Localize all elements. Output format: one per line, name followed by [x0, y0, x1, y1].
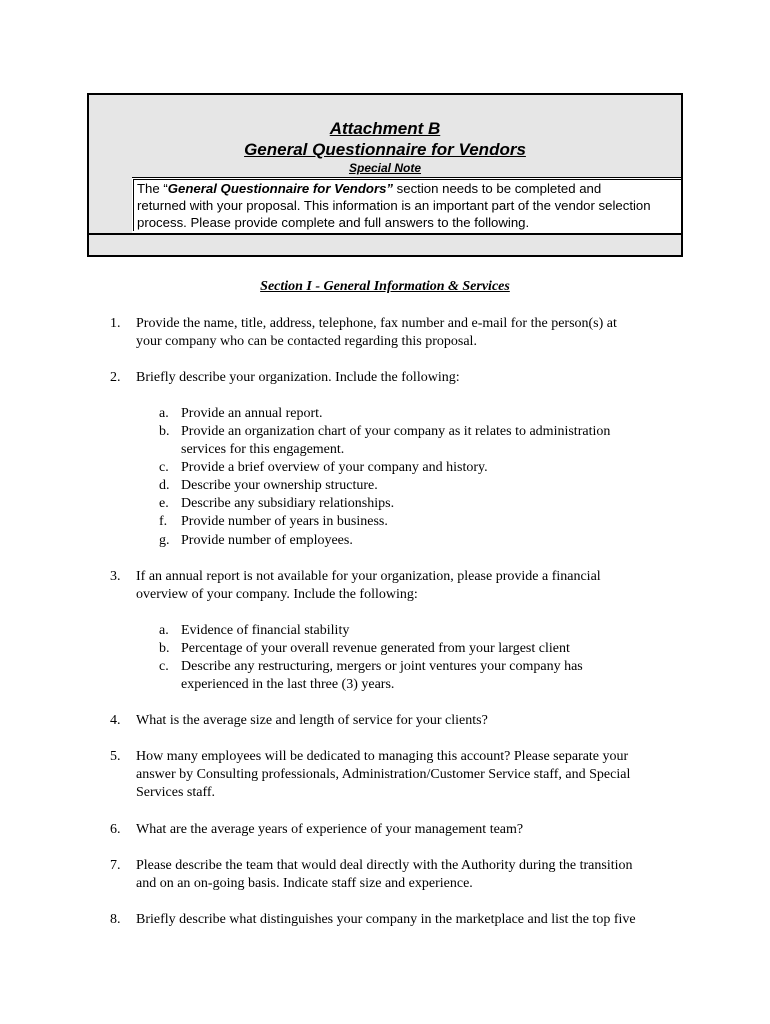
left-shaded-strip: [89, 177, 132, 233]
sub-item-3a: [159, 622, 719, 640]
question-number: 8.: [110, 912, 121, 927]
sub-item-3c: [159, 658, 719, 694]
sub-item-2c: [159, 459, 719, 477]
sub-item-2f: [159, 513, 719, 531]
sub-item-letter: a.: [159, 623, 169, 638]
sub-item-letter: d.: [159, 478, 170, 493]
question-text-line: Please describe the team that would deal directly with the Authority during the transition: [136, 858, 633, 873]
question-number: 2.: [110, 370, 121, 385]
question-1: [110, 315, 710, 351]
header-box: [87, 93, 683, 257]
question-text-line: overview of your company. Include the following:: [136, 587, 418, 602]
question-text-line: answer by Consulting professionals, Administration/Customer Service staff, and Special: [136, 767, 631, 782]
note-line-3: process. Please provide complete and full answers to the following.: [137, 215, 530, 230]
question-number: 3.: [110, 569, 121, 584]
sub-item-text: Percentage of your overall revenue generated from your largest client: [181, 641, 570, 656]
question-number: 4.: [110, 713, 121, 728]
note-line-1: [137, 180, 681, 197]
question-8: [110, 911, 710, 929]
sub-item-2e: [159, 495, 719, 513]
question-7: [110, 857, 710, 893]
sub-item-2b: [159, 423, 719, 459]
questionnaire-title: General Questionnaire for Vendors: [244, 140, 526, 159]
sub-item-2d: [159, 477, 719, 495]
question-6: [110, 821, 710, 839]
sub-item-letter: a.: [159, 406, 169, 421]
sub-item-letter: g.: [159, 533, 170, 548]
sub-item-letter: b.: [159, 641, 170, 656]
note-line-2: returned with your proposal. This information is an important part of the vendor selection: [137, 198, 651, 213]
sub-item-2g: [159, 532, 719, 550]
sub-item-text: Describe any subsidiary relationships.: [181, 496, 395, 511]
sub-item-letter: f.: [159, 514, 168, 529]
question-text-line: and on an on-going basis. Indicate staff size and experience.: [136, 876, 473, 891]
special-note-text: [133, 179, 681, 231]
question-text-line: What are the average years of experience of your management team?: [136, 822, 524, 837]
sub-item-text: experienced in the last three (3) years.: [181, 677, 395, 692]
sub-item-text: services for this engagement.: [181, 442, 345, 457]
sub-item-letter: e.: [159, 496, 169, 511]
note-prefix: The “: [137, 181, 168, 196]
question-5: [110, 748, 710, 802]
question-number: 6.: [110, 822, 121, 837]
question-text-line: Briefly describe what distinguishes your company in the marketplace and list the top five: [136, 912, 636, 927]
question-text-line: Services staff.: [136, 785, 216, 800]
title-area: [89, 95, 681, 178]
sub-item-text: Provide number of employees.: [181, 533, 353, 548]
sub-item-text: Provide an annual report.: [181, 406, 323, 421]
sub-item-text: Provide an organization chart of your company as it relates to administration: [181, 424, 611, 439]
sub-item-2a: [159, 405, 719, 423]
question-number: 5.: [110, 749, 121, 764]
note-emphasis: General Questionnaire for Vendors”: [167, 181, 393, 196]
question-4: [110, 712, 710, 730]
sub-item-3b: [159, 640, 719, 658]
question-2: [110, 369, 710, 387]
question-3: [110, 568, 710, 604]
question-text-line: Briefly describe your organization. Include the following:: [136, 370, 460, 385]
sub-item-text: Describe your ownership structure.: [181, 478, 378, 493]
question-text-line: If an annual report is not available for your organization, please provide a financial: [136, 569, 601, 584]
sub-item-text: Describe any restructuring, mergers or joint ventures your company has: [181, 659, 583, 674]
question-number: 1.: [110, 316, 121, 331]
question-text-line: your company who can be contacted regarding this proposal.: [136, 334, 477, 349]
header-bottom-bar: [89, 233, 681, 255]
question-text-line: How many employees will be dedicated to managing this account? Please separate your: [136, 749, 629, 764]
question-number: 7.: [110, 858, 121, 873]
sub-item-letter: b.: [159, 424, 170, 439]
section-title: Section I - General Information & Services: [260, 279, 510, 294]
special-note-label: Special Note: [348, 161, 422, 175]
attachment-title: Attachment B: [329, 119, 441, 138]
sub-item-text: Provide number of years in business.: [181, 514, 388, 529]
sub-item-letter: c.: [159, 659, 169, 674]
sub-item-text: Evidence of financial stability: [181, 623, 350, 638]
note-line-1-rest: section needs to be completed and: [393, 181, 602, 196]
sub-item-text: Provide a brief overview of your company and history.: [181, 460, 488, 475]
question-text-line: Provide the name, title, address, telephone, fax number and e-mail for the person(s) at: [136, 316, 617, 331]
sub-item-letter: c.: [159, 460, 169, 475]
question-text-line: What is the average size and length of service for your clients?: [136, 713, 488, 728]
